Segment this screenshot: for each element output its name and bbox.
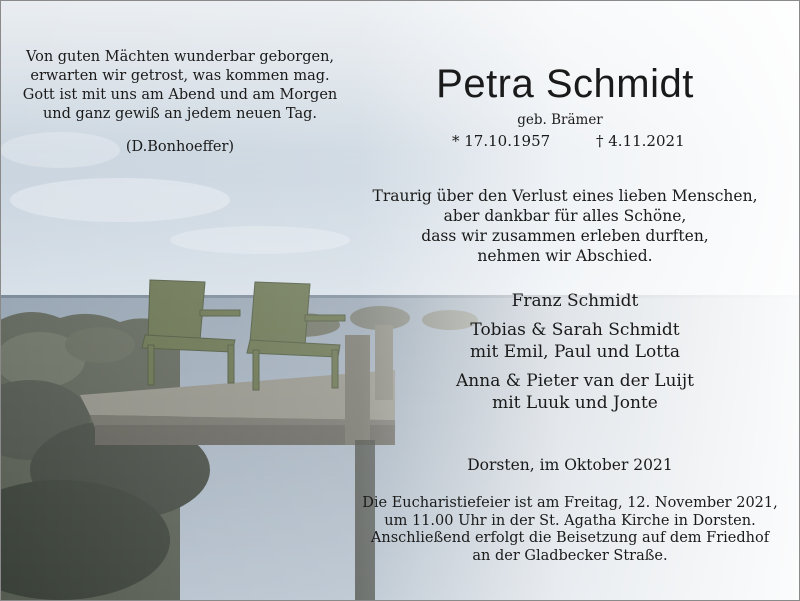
poem-author: (D.Bonhoeffer) bbox=[125, 139, 235, 155]
grief-line: nehmen wir Abschied. bbox=[477, 247, 653, 265]
family-line: mit Emil, Paul und Lotta bbox=[469, 342, 681, 362]
poem-line: erwarten wir getrost, was kommen mag. bbox=[30, 68, 330, 84]
deceased-name: Petra Schmidt bbox=[436, 62, 694, 106]
notice-line: um 11.00 Uhr in der St. Agatha Kirche in Dorsten. bbox=[384, 512, 756, 529]
family-line: mit Luuk und Jonte bbox=[492, 393, 658, 413]
family-line: Franz Schmidt bbox=[511, 291, 639, 311]
notice-line: Anschließend erfolgt die Beisetzung auf dem Friedhof bbox=[370, 530, 770, 546]
notice-line: Die Eucharistiefeier ist am Freitag, 12. November 2021, bbox=[362, 495, 778, 511]
family-line: Anna & Pieter van der Luijt bbox=[456, 370, 694, 391]
place-date: Dorsten, im Oktober 2021 bbox=[467, 456, 673, 474]
born-name: geb. Brämer bbox=[517, 112, 603, 128]
poem-block bbox=[20, 48, 340, 157]
grief-text bbox=[360, 186, 770, 266]
poem-line: und ganz gewiß an jedem neuen Tag. bbox=[42, 106, 318, 122]
grief-line: aber dankbar für alles Schöne, bbox=[443, 207, 687, 225]
family-line: Tobias & Sarah Schmidt bbox=[470, 319, 680, 340]
death-date: † 4.11.2021 bbox=[596, 132, 685, 150]
poem-line: Gott ist mit uns am Abend und am Morgen bbox=[22, 87, 338, 103]
family-list bbox=[405, 290, 745, 415]
birth-date: * 17.10.1957 bbox=[452, 132, 551, 150]
funeral-notice bbox=[350, 495, 790, 565]
grief-line: dass wir zusammen erleben durften, bbox=[421, 227, 709, 245]
grief-line: Traurig über den Verlust eines lieben Menschen, bbox=[372, 187, 758, 205]
notice-line: an der Gladbecker Straße. bbox=[472, 547, 668, 564]
poem-line: Von guten Mächten wunderbar geborgen, bbox=[25, 49, 335, 65]
